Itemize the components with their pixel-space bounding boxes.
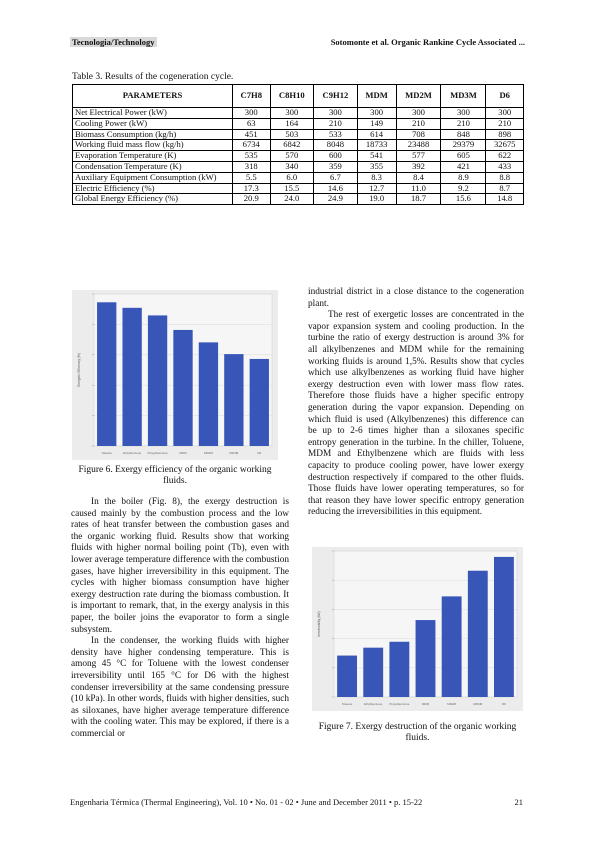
table-row [73, 118, 524, 129]
bar [224, 354, 243, 446]
table-cell: 210 [314, 118, 358, 129]
table-cell: 32675 [486, 140, 524, 151]
x-tick-label: MDM [179, 451, 187, 455]
table-row [73, 129, 524, 140]
table-header-cell: MD2M [396, 85, 441, 108]
x-tick-label: Propylbenzene [147, 451, 168, 455]
table-cell: 300 [314, 108, 358, 119]
table-cell: 300 [233, 108, 271, 119]
table-cell: 8.3 [357, 172, 396, 183]
parameter-label: Condensation Temperature (K) [73, 161, 233, 172]
table-cell: 433 [486, 161, 524, 172]
table-cell: 11.0 [396, 183, 441, 194]
x-tick-label: Propylbenzene [389, 702, 410, 706]
table-cell: 570 [270, 151, 314, 162]
bar [250, 359, 269, 446]
table-row [73, 183, 524, 194]
table-cell: 708 [396, 129, 441, 140]
figure-7-caption: Figure 7. Exergy destruction of the organic working fluids. [318, 722, 517, 743]
table-row [73, 194, 524, 205]
x-tick-label: Ethylbenzene [364, 702, 383, 706]
table-cell: 848 [441, 129, 486, 140]
table-cell: 164 [270, 118, 314, 129]
table-cell: 14.6 [314, 183, 358, 194]
table-cell: 23488 [396, 140, 441, 151]
table-header-cell: MD3M [441, 85, 486, 108]
table-cell: 6.0 [270, 172, 314, 183]
table-cell: 63 [233, 118, 271, 129]
table-cell: 29379 [441, 140, 486, 151]
y-axis-label: Exergetic Efficiency (%) [77, 353, 81, 387]
table-cell: 15.6 [441, 194, 486, 205]
table-header-row [73, 85, 524, 108]
table-cell: 300 [486, 108, 524, 119]
table-cell: 20.9 [233, 194, 271, 205]
left-text-column [71, 497, 289, 740]
table-cell: 8048 [314, 140, 358, 151]
table-header-cell: MDM [357, 85, 396, 108]
table-cell: 340 [270, 161, 314, 172]
table-header-cell: D6 [486, 85, 524, 108]
x-tick-label: MD2M [447, 702, 457, 706]
x-tick-label: Ethylbenzene [123, 451, 142, 455]
table-cell: 5.5 [233, 172, 271, 183]
table-header-cell: PARAMETERS [73, 85, 233, 108]
results-table [72, 84, 524, 205]
table-cell: 541 [357, 151, 396, 162]
table-cell: 210 [396, 118, 441, 129]
x-tick-label: MD3M [229, 451, 239, 455]
bar [173, 330, 192, 446]
parameter-label: Auxiliary Equipment Consumption (kW) [73, 172, 233, 183]
running-header-title: Sotomonte et al. Organic Rankine Cycle Associated ... [330, 37, 525, 47]
table-cell: 210 [441, 118, 486, 129]
bar [416, 620, 436, 697]
bar [148, 315, 167, 446]
figure-6-caption: Figure 6. Exergy efficiency of the organic working fluids. [78, 465, 272, 486]
table-cell: 535 [233, 151, 271, 162]
paragraph: industrial district in a close distance to the cogeneration plant. [308, 287, 524, 309]
right-text-column [308, 287, 524, 519]
table-cell: 8.9 [441, 172, 486, 183]
table-cell: 359 [314, 161, 358, 172]
table-cell: 18.7 [396, 194, 441, 205]
bar [494, 557, 514, 697]
table-cell: 318 [233, 161, 271, 172]
parameter-label: Net Electrical Power (kW) [73, 108, 233, 119]
parameter-label: Working fluid mass flow (kg/h) [73, 140, 233, 151]
table-cell: 24.0 [270, 194, 314, 205]
table-row [73, 161, 524, 172]
parameter-label: Evaporation Temperature (K) [73, 151, 233, 162]
table-row [73, 140, 524, 151]
table-cell: 8.7 [486, 183, 524, 194]
table-cell: 300 [396, 108, 441, 119]
x-tick-label: Toluene [341, 702, 353, 706]
paragraph: In the boiler (Fig. 8), the exergy destruction is caused mainly by the combustion process and the low rates of heat transfer between the combustion gases and the organic working fluid. Results show that working fluids with higher normal boiling point (Tb), even with lower average temperature difference with the combustion gases, have higher irreversibility in this equipment. The cycles with higher biomass consumption have higher exergy destruction rate during the biomass combustion. It is important to remark, that, in the exergy analysis in this paper, the boiler joins the evaporator to form a single subsystem. [71, 497, 289, 635]
table-header-cell: C9H12 [314, 85, 358, 108]
table-cell: 24.9 [314, 194, 358, 205]
table-cell: 300 [270, 108, 314, 119]
parameter-label: Cooling Power (kW) [73, 118, 233, 129]
table-cell: 898 [486, 129, 524, 140]
table-cell: 355 [357, 161, 396, 172]
table-cell: 19.0 [357, 194, 396, 205]
table-cell: 12.7 [357, 183, 396, 194]
table-header-cell: C8H10 [270, 85, 314, 108]
parameter-label: Biomass Consumption (kg/h) [73, 129, 233, 140]
table-cell: 8.4 [396, 172, 441, 183]
bar [337, 656, 357, 697]
table-cell: 451 [233, 129, 271, 140]
y-axis-label: Irreversibility (kW) [317, 611, 321, 637]
x-tick-label: Toluene [101, 451, 112, 455]
running-header-section: Tecnologia/Technology [72, 37, 155, 47]
x-tick-label: MDM [421, 702, 430, 706]
journal-footer: Engenharia Térmica (Thermal Engineering), Vol. 10 • No. 01 - 02 • June and December 2011 • p. 15-22 [70, 797, 423, 807]
bar [442, 596, 462, 697]
table-row [73, 151, 524, 162]
paragraph: The rest of exergetic losses are concentrated in the vapor expansion system and cooling production. In the turbine the ratio of exergy destruction is around 3% for all alkylbenzenes and MDM while for the remaining working fluids is around 1,5%. Results show that cycles which use alkylbenzenes as working fluid have higher exergy destruction even with lower mass flow rates. Therefore those fluids have a higher specific entropy generation during the vapor expansion. Depending on which fluid is used (Alkylbenzenes) this difference can be up to 2-6 times higher than a siloxanes specific entropy generation in the turbine. In the chiller, Toluene, MDM and Ethylbenzene which are fluids with less capacity to produce cooling power, have lower exergy destruction respectively if compared to the other fluids. Those fluids have lower operating temperatures, so for that reason they have lower specific entropy generation reducing the irreversibilities in this equipment. [308, 310, 524, 518]
table-cell: 6734 [233, 140, 271, 151]
bar [389, 642, 409, 697]
table-cell: 149 [357, 118, 396, 129]
table-cell: 605 [441, 151, 486, 162]
table-cell: 9.2 [441, 183, 486, 194]
table-cell: 533 [314, 129, 358, 140]
table-body [73, 108, 524, 205]
bar [199, 342, 218, 446]
table-cell: 577 [396, 151, 441, 162]
table-cell: 300 [441, 108, 486, 119]
bar [363, 648, 383, 697]
parameter-label: Electric Efficiency (%) [73, 183, 233, 194]
x-tick-label: D6 [257, 451, 262, 455]
table-cell: 622 [486, 151, 524, 162]
table-cell: 8.8 [486, 172, 524, 183]
table-cell: 6.7 [314, 172, 358, 183]
table-header-cell: C7H8 [233, 85, 271, 108]
table-cell: 600 [314, 151, 358, 162]
exergy-efficiency-chart [72, 290, 278, 460]
table-cell: 18733 [357, 140, 396, 151]
table-cell: 300 [357, 108, 396, 119]
bar [97, 302, 116, 446]
paragraph: In the condenser, the working fluids with higher density have higher condensing temperature. This is among 45 °C for Toluene with the lowest condenser irreversibility until 165 °C for D6 with the highest condenser irreversibility at the same condensing pressure (10 kPa). In other words, fluids with higher densities, such as siloxanes, have higher average temperature difference with the cooling water. This may be explored, if there is a commercial or [71, 636, 289, 739]
x-tick-label: MD2M [204, 451, 213, 455]
table-cell: 503 [270, 129, 314, 140]
table-row [73, 108, 524, 119]
x-tick-label: MD3M [473, 702, 483, 706]
bar [122, 308, 141, 446]
table-cell: 392 [396, 161, 441, 172]
table-caption: Table 3. Results of the cogeneration cycle. [72, 72, 234, 82]
table-cell: 421 [441, 161, 486, 172]
bar [468, 571, 488, 697]
exergy-destruction-chart [312, 547, 523, 711]
table-cell: 6842 [270, 140, 314, 151]
table-cell: 210 [486, 118, 524, 129]
table-cell: 15.5 [270, 183, 314, 194]
table-row [73, 172, 524, 183]
parameter-label: Global Energy Efficiency (%) [73, 194, 233, 205]
x-tick-label: D6 [502, 702, 506, 706]
page-number: 21 [514, 797, 523, 807]
table-cell: 614 [357, 129, 396, 140]
table-cell: 14.8 [486, 194, 524, 205]
table-cell: 17.3 [233, 183, 271, 194]
